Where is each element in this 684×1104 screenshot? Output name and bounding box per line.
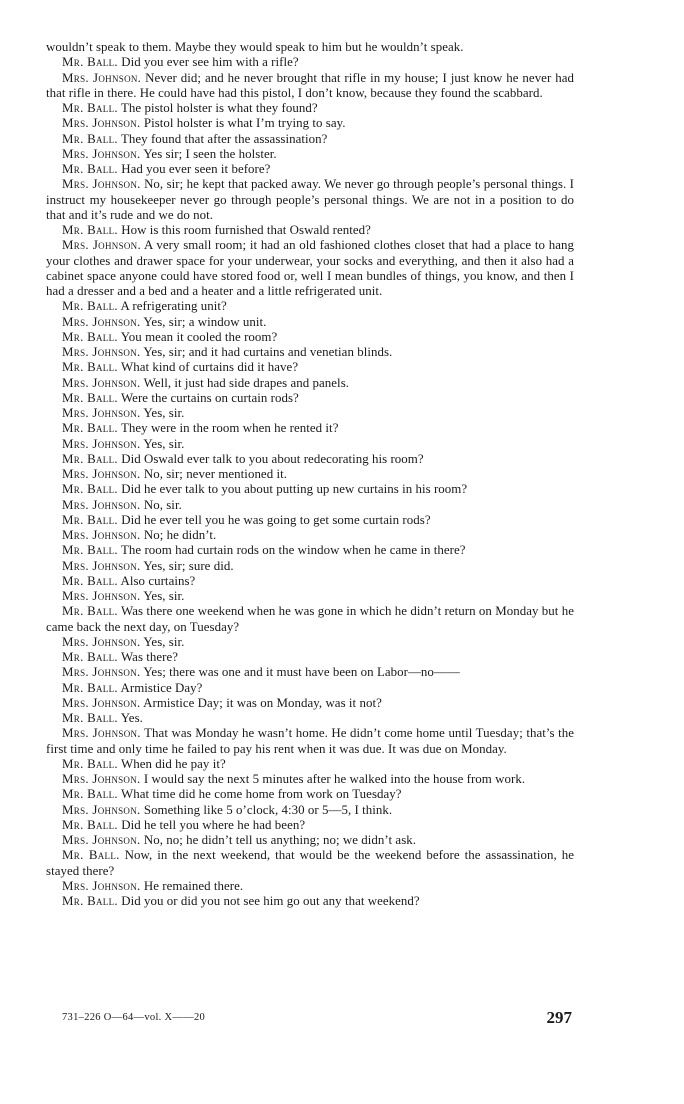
testimony-text: Pistol holster is what I’m trying to say. <box>143 116 346 131</box>
speaker-label: Mr. Ball. <box>62 451 118 466</box>
speaker-label: Mr. Ball. <box>62 604 118 619</box>
speaker-label: Mr. Ball. <box>62 848 120 863</box>
testimony-line <box>46 681 574 696</box>
testimony-text: No, no; he didn’t tell us anything; no; we didn’t ask. <box>143 833 417 847</box>
testimony-line <box>46 467 574 482</box>
testimony-text: The room had curtain rods on the window when he came in there? <box>120 543 466 558</box>
testimony-text: Did he ever talk to you about putting up new curtains in his room? <box>121 482 468 497</box>
speaker-label: Mr. Ball. <box>62 101 118 115</box>
testimony-line <box>46 376 574 391</box>
testimony-line <box>46 147 574 162</box>
testimony-line <box>46 894 574 909</box>
testimony-text: A very small room; it had an old fashioned clothes closet that had a place to hang your clothes and drawer space for your underwear, your socks and everything, and then it also had a cabinet space anyone could have stored food or, well I mean bundles of things, you know, and then I had a dresser and a bed and a heater and a little refrigerated unit. <box>46 238 575 298</box>
speaker-label: Mrs. Johnson. <box>62 589 141 603</box>
testimony-text: Armistice Day? <box>120 680 203 695</box>
speaker-label: Mr. Ball. <box>62 650 118 664</box>
testimony-text: Yes, sir. <box>143 589 185 603</box>
testimony-line <box>46 101 574 116</box>
testimony-line <box>46 177 574 223</box>
testimony-text: Now, in the next weekend, that would be the weekend before the assassination, he stayed there? <box>46 848 574 878</box>
testimony-line <box>46 696 574 711</box>
testimony-line <box>46 787 574 802</box>
testimony-line <box>46 543 574 558</box>
speaker-label: Mr. Ball. <box>62 162 118 176</box>
speaker-label: Mrs. Johnson. <box>62 695 141 710</box>
speaker-label: Mrs. Johnson. <box>62 146 141 161</box>
testimony-text: What kind of curtains did it have? <box>120 360 299 375</box>
speaker-label: Mr. Ball. <box>62 573 118 588</box>
testimony-line <box>46 772 574 787</box>
speaker-label: Mrs. Johnson. <box>62 70 142 85</box>
testimony-line <box>46 879 574 894</box>
testimony-text: Did you or did you not see him go out any that weekend? <box>121 894 420 908</box>
speaker-label: Mrs. Johnson. <box>62 238 141 253</box>
testimony-line <box>46 726 574 757</box>
continuation-paragraph: wouldn’t speak to them. Maybe they would speak to him but he wouldn’t speak. <box>46 40 464 54</box>
speaker-label: Mrs. Johnson. <box>62 878 141 893</box>
testimony-text: Yes, sir; a window unit. <box>143 314 267 329</box>
testimony-text: Were the curtains on curtain rods? <box>120 390 299 405</box>
testimony-line <box>46 116 574 131</box>
testimony-line <box>46 635 574 650</box>
testimony-text: Yes. <box>120 711 143 725</box>
speaker-label: Mr. Ball. <box>62 390 118 405</box>
testimony-text: When did he pay it? <box>120 756 226 771</box>
testimony-text: Also curtains? <box>120 573 196 588</box>
speaker-label: Mr. Ball. <box>62 711 118 725</box>
testimony-line <box>46 574 574 589</box>
testimony-text: Had you ever seen it before? <box>121 162 271 176</box>
testimony-lines <box>46 55 574 909</box>
testimony-text: Did he ever tell you he was going to get some curtain rods? <box>121 512 431 527</box>
testimony-line <box>46 299 574 314</box>
testimony-line <box>46 589 574 604</box>
testimony-line <box>46 833 574 848</box>
testimony-line <box>46 360 574 375</box>
testimony-line <box>46 498 574 513</box>
testimony-text: Never did; and he never brought that rifle in my house; I just know he never had that rifle in there. He could have had this pistol, I don’t know, because they found the scabbard. <box>46 70 574 100</box>
testimony-text: They were in the room when he rented it? <box>120 421 339 436</box>
testimony-line <box>46 604 574 635</box>
testimony-line <box>46 559 574 574</box>
testimony-line <box>46 238 574 299</box>
testimony-line <box>46 315 574 330</box>
testimony-text: The pistol holster is what they found? <box>120 101 318 115</box>
testimony-text: They found that after the assassination? <box>120 131 328 146</box>
speaker-label: Mr. Ball. <box>62 756 118 771</box>
speaker-label: Mrs. Johnson. <box>62 665 141 680</box>
speaker-label: Mrs. Johnson. <box>62 345 141 359</box>
testimony-line <box>46 711 574 726</box>
speaker-label: Mrs. Johnson. <box>62 558 141 573</box>
testimony-text: Did Oswald ever talk to you about redecorating his room? <box>121 451 424 466</box>
speaker-label: Mr. Ball. <box>62 680 118 695</box>
testimony-line <box>46 528 574 543</box>
testimony-text: Yes, sir. <box>143 436 185 451</box>
page-footer <box>62 1010 572 1030</box>
testimony-text: That was Monday he wasn’t home. He didn’t come home until Tuesday; that’s the first time and only time he failed to pay his rent when it was due. It was due on Monday. <box>46 726 574 756</box>
page-number: 297 <box>546 1008 572 1027</box>
speaker-label: Mr. Ball. <box>62 299 118 314</box>
testimony-text: Yes, sir; sure did. <box>143 558 234 573</box>
testimony-text: No, sir; he kept that packed away. We never go through people’s personal things. I instruct my housekeeper never go through people’s personal things. We are not in a position to do that and it’s rude and we do not. <box>46 177 574 222</box>
testimony-line <box>46 345 574 360</box>
testimony-line <box>46 650 574 665</box>
speaker-label: Mr. Ball. <box>62 223 118 237</box>
testimony-line <box>46 437 574 452</box>
testimony-line <box>46 482 574 497</box>
print-code: 731–226 O—64—vol. X——20 <box>62 1012 206 1023</box>
speaker-label: Mrs. Johnson. <box>62 436 141 451</box>
speaker-label: Mr. Ball. <box>62 512 118 527</box>
testimony-line <box>46 848 574 879</box>
speaker-label: Mrs. Johnson. <box>62 772 141 786</box>
testimony-line <box>46 452 574 467</box>
testimony-text: You mean it cooled the room? <box>120 329 278 344</box>
speaker-label: Mrs. Johnson. <box>62 177 141 192</box>
speaker-label: Mrs. Johnson. <box>62 833 141 847</box>
speaker-label: Mr. Ball. <box>62 894 118 908</box>
testimony-line <box>46 55 574 70</box>
testimony-text: Armistice Day; it was on Monday, was it not? <box>143 695 382 710</box>
testimony-line <box>46 391 574 406</box>
testimony-text: Well, it just had side drapes and panels. <box>143 375 350 390</box>
testimony-line <box>46 513 574 528</box>
testimony-text: Was there one weekend when he was gone in which he didn’t return on Monday but he came back the next day, on Tuesday? <box>46 604 574 634</box>
speaker-label: Mr. Ball. <box>62 421 118 436</box>
testimony-text: Yes, sir. <box>143 406 185 420</box>
testimony-text: Did you ever see him with a rifle? <box>121 55 299 70</box>
speaker-label: Mrs. Johnson. <box>62 802 141 817</box>
speaker-label: Mrs. Johnson. <box>62 116 141 131</box>
testimony-text: He remained there. <box>143 878 244 893</box>
testimony-line <box>46 803 574 818</box>
testimony-text: No; he didn’t. <box>143 528 217 542</box>
testimony-text: No, sir. <box>143 497 182 512</box>
speaker-label: Mrs. Johnson. <box>62 497 141 512</box>
speaker-label: Mrs. Johnson. <box>62 467 141 481</box>
testimony-line <box>46 421 574 436</box>
testimony-text: Was there? <box>120 650 179 664</box>
testimony-line <box>46 223 574 238</box>
testimony-text: Yes sir; I seen the holster. <box>143 146 277 161</box>
speaker-label: Mr. Ball. <box>62 329 118 344</box>
speaker-label: Mr. Ball. <box>62 817 118 832</box>
testimony-text: Yes, sir. <box>143 634 185 649</box>
speaker-label: Mr. Ball. <box>62 787 118 802</box>
testimony-line <box>46 818 574 833</box>
speaker-label: Mr. Ball. <box>62 543 118 558</box>
speaker-label: Mrs. Johnson. <box>62 375 141 390</box>
testimony-line <box>46 330 574 345</box>
testimony-text: Yes; there was one and it must have been on Labor—no—— <box>143 665 460 680</box>
speaker-label: Mrs. Johnson. <box>62 634 141 649</box>
testimony-text: Yes, sir; and it had curtains and venetian blinds. <box>143 345 393 359</box>
testimony-line <box>46 132 574 147</box>
speaker-label: Mr. Ball. <box>62 131 118 146</box>
speaker-label: Mr. Ball. <box>62 55 118 70</box>
transcript-body <box>46 40 574 909</box>
testimony-text: How is this room furnished that Oswald rented? <box>121 223 371 237</box>
testimony-text: Did he tell you where he had been? <box>121 817 306 832</box>
testimony-text: A refrigerating unit? <box>120 299 227 314</box>
speaker-label: Mr. Ball. <box>62 360 118 375</box>
speaker-label: Mrs. Johnson. <box>62 406 141 420</box>
speaker-label: Mrs. Johnson. <box>62 314 141 329</box>
testimony-text: I would say the next 5 minutes after he walked into the house from work. <box>143 772 526 786</box>
testimony-line <box>46 71 574 102</box>
testimony-line <box>46 757 574 772</box>
speaker-label: Mrs. Johnson. <box>62 726 141 741</box>
speaker-label: Mr. Ball. <box>62 482 118 497</box>
testimony-text: No, sir; never mentioned it. <box>143 467 288 481</box>
speaker-label: Mrs. Johnson. <box>62 528 141 542</box>
testimony-line <box>46 665 574 680</box>
testimony-text: What time did he come home from work on Tuesday? <box>120 787 402 802</box>
testimony-line <box>46 406 574 421</box>
testimony-text: Something like 5 o’clock, 4:30 or 5—5, I think. <box>143 802 393 817</box>
testimony-line <box>46 162 574 177</box>
